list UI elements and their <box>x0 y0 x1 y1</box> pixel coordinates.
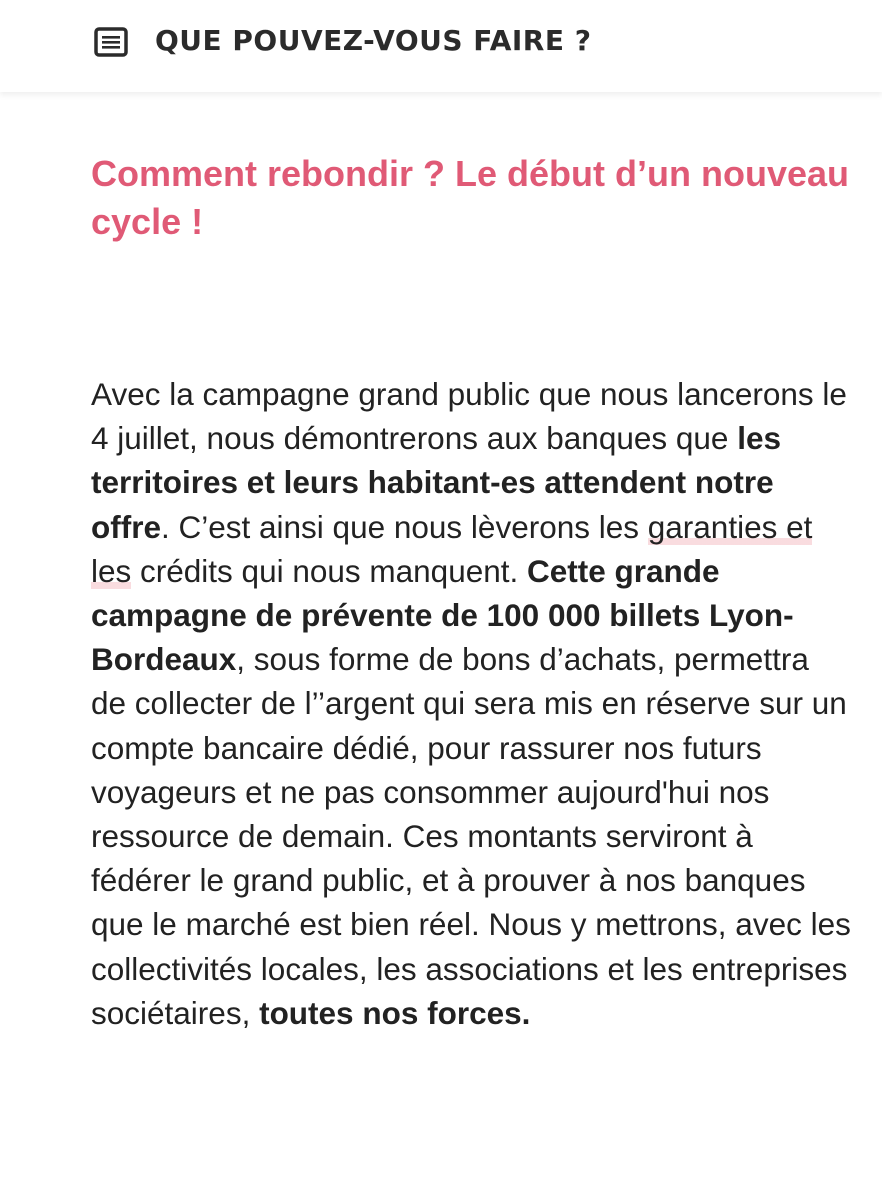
bold-text-toutes-nos-forces: toutes nos forces. <box>259 994 531 1031</box>
top-navigation-bar <box>0 0 882 92</box>
hamburger-list-icon[interactable] <box>94 27 128 57</box>
article-heading: Comment rebondir ? Le début d’un nouveau cycle ! <box>91 153 850 242</box>
text-segment: crédits qui nous manquent. <box>131 552 528 589</box>
article-content <box>91 150 851 1035</box>
text-segment: . C’est ainsi que nous lèverons les <box>161 508 648 545</box>
article-paragraph <box>91 372 851 1035</box>
highlight-garanties: garanties et les <box>91 508 813 589</box>
menu-title[interactable]: QUE POUVEZ-VOUS FAIRE ? <box>155 24 592 57</box>
highlighted-bold-campagne: Cette grande campagne de prévente de 100 000 billets Lyon-Bordeaux <box>91 552 794 678</box>
text-segment: , sous forme de bons d’achats, permettra de collecter de l’’argent qui sera mis en réserve sur un compte bancaire dédié, pour rassurer nos futurs voyageurs et ne pas consommer aujourd'hui nos ressource de demain. Ces montants serviront à fédérer le grand public, et à prouver à nos banques que le marché est bien réel. Nous y mettrons, avec les collectivités locales, les associations et les entreprises sociétaires, <box>91 641 851 1031</box>
bold-text-territoires: les territoires et leurs habitant-es attendent notre offre <box>91 420 781 545</box>
text-segment: Avec la campagne grand public que nous lancerons le 4 juillet, nous démontrerons aux banques que <box>91 376 847 457</box>
